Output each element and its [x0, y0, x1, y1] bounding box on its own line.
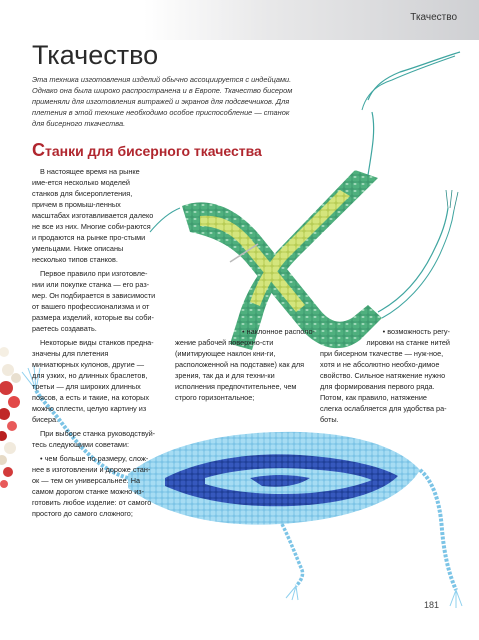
- bullet-item-line: лировки на станке нитей: [366, 338, 450, 347]
- paragraph: Первое правило при изготовле-нии или покупке станка — его раз-мер. Он подбирается в зависимости от вашего профессионализма и от размера изделий, которые вы соби-раетесь создавать.: [32, 269, 156, 333]
- bullet-item-continued: при бисерном ткачестве — нуж-ное, хотя и не абсолютно необхо-димое свойство. Сильное натяжение нужно для формирования первого ряда. Потом, как правило, натяжение слегка ослабляется для удобства ра-боты.: [320, 349, 447, 424]
- paragraph: При выборе станка руководствуй-тесь следующими советами:: [32, 429, 156, 449]
- page-title: Ткачество: [32, 40, 159, 70]
- section-heading-text: танки для бисерного ткачества: [45, 143, 262, 159]
- bullet-item-start: • наклонное располо-: [242, 327, 315, 336]
- paragraph: В настоящее время на рынке име-ется несколько моделей станков для бисероплетения, причем в промыш-ленных масштабах изготавливается далеко не все из них. Многие соби-раются и продаются на рынке про-стыми умельцами. Ниже описаны несколько типов станков.: [32, 167, 154, 264]
- section-heading: [32, 140, 262, 161]
- section-heading-initial: С: [32, 140, 45, 160]
- text-column-3: [320, 326, 450, 425]
- bullet-item-start: • возможность регу-: [382, 327, 450, 336]
- text-column-2: [175, 326, 315, 403]
- section-label: Ткачество: [410, 12, 457, 23]
- paragraph: Некоторые виды станков предна-значены для плетения миниатюрных кулонов, другие — для узких, но длинных браслетов, третьи — для широких длинных поясов, а есть и такие, на которых можно сплести, целую картину из бисера.: [32, 338, 154, 424]
- intro-paragraph: Эта техника изготовления изделий обычно ассоциируется с индейцами. Однако она была широко распространена и в Европе. Ткачество бисером применяли для изготовления витражей и экранов для подсвечников. Для плетения в этой технике необходимо особое приспособление — станок для бисерного ткачества.: [32, 75, 293, 128]
- red-white-beads: [0, 347, 21, 488]
- bullet-item-continued: жение рабочей поверхно-сти (имитирующее наклон кни-ги, расположенной на подставке) как для зрения, так да и для техни-ки исполнения предпочтительнее, чем строго горизонтальное;: [175, 338, 305, 402]
- page-number: 181: [423, 600, 439, 610]
- bullet-item: • чем больше по размеру, слож-нее в изготовлении и дороже стан-ок — тем он универсальнее. На самом дорогом станке можно из-готовить любое изделие: от самого простого до самого сложного;: [32, 454, 152, 518]
- text-column-1: [32, 166, 156, 522]
